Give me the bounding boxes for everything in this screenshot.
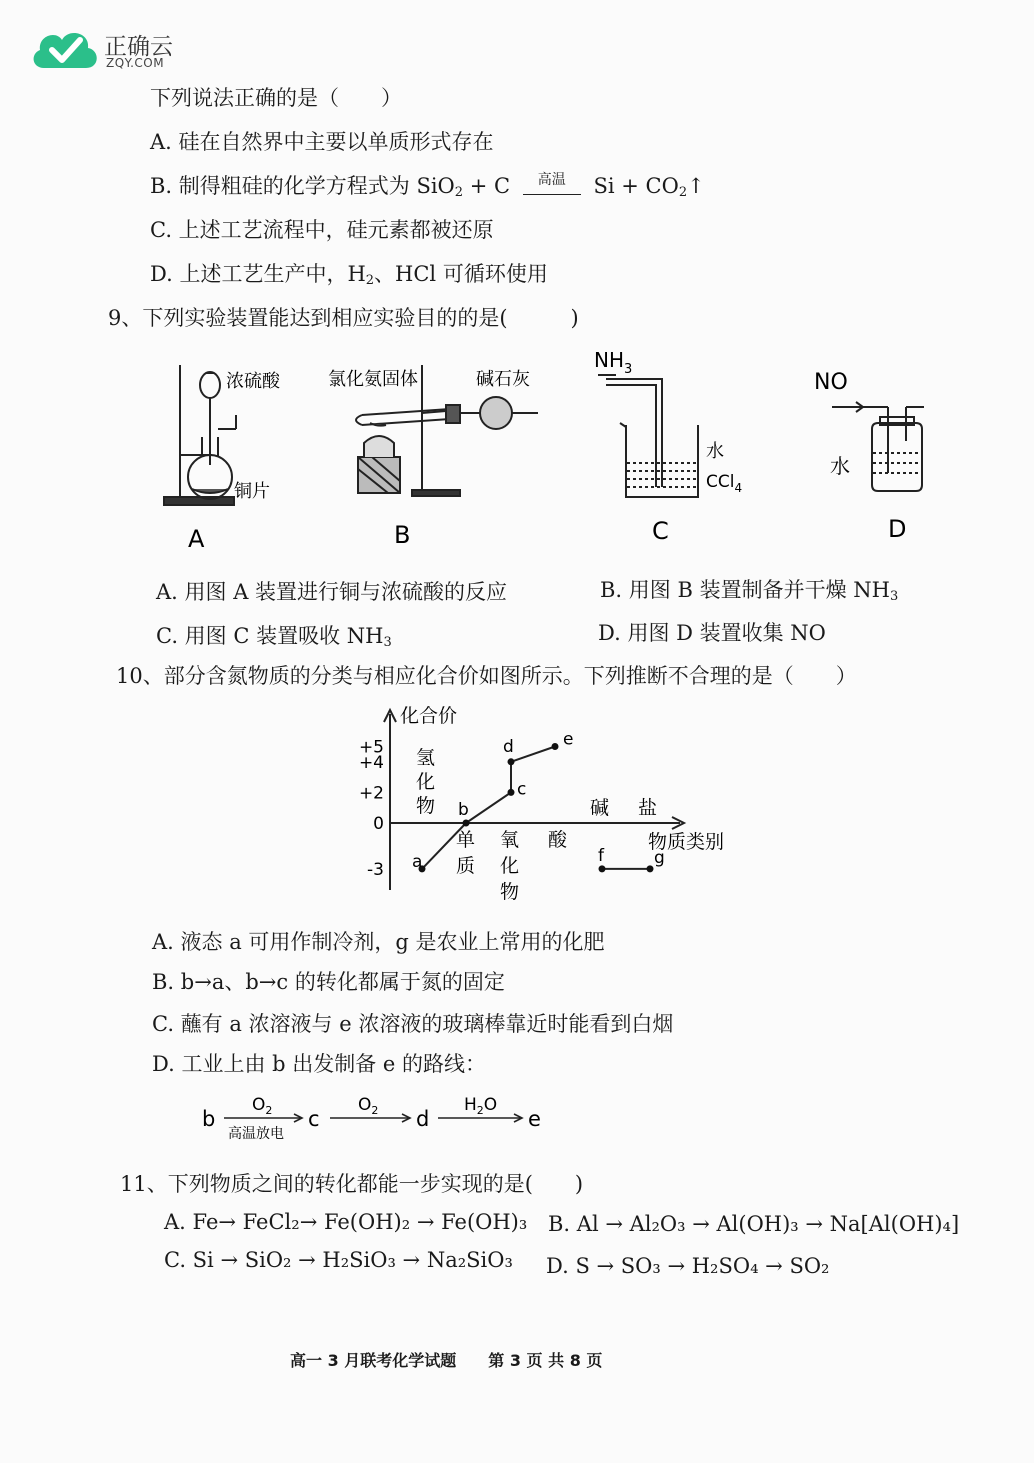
q8-option-a: A. 硅在自然界中主要以单质形式存在 [150, 130, 494, 154]
apparatus-d-water: 水 [830, 454, 850, 478]
point-g [647, 865, 654, 872]
q11-option-b: B. Al → Al₂O₃ → Al(OH)₃ → Na[Al(OH)₄] [548, 1212, 960, 1236]
svg-text:H2O: $H_2O$ [464, 1095, 498, 1117]
apparatus-c-ccl4: CCl$_4$ [706, 472, 743, 495]
apparatus-a-letter: A [188, 525, 205, 553]
q9-stem: 9、下列实验装置能达到相应实验目的的是( ) [108, 306, 579, 330]
apparatus-a-reagent: 浓硫酸 [226, 371, 280, 392]
point-label-b: b [458, 800, 469, 820]
category-acid: 酸 [548, 829, 568, 851]
q9-option-d: D. 用图 D 装置收集 NO [598, 621, 826, 645]
category-hydride: 氢 化 物 [416, 747, 436, 817]
q10-option-c: C. 蘸有 a 浓溶液与 e 浓溶液的玻璃棒靠近时能看到白烟 [152, 1012, 674, 1036]
q10-option-d: D. 工业上由 b 出发制备 e 的路线： [152, 1052, 487, 1076]
q11-option-d: D. S → SO₃ → H₂SO₄ → SO₂ [546, 1254, 830, 1278]
apparatus-d [840, 407, 924, 491]
apparatus-b-letter: B [394, 521, 411, 549]
point-c [508, 789, 515, 796]
q11-option-c: C. Si → SiO₂ → H₂SiO₃ → Na₂SiO₃ [164, 1248, 513, 1272]
q10-option-b: B. b→a、b→c 的转化都属于氮的固定 [152, 970, 505, 994]
y-axis-label: 化合价 [400, 705, 458, 727]
apparatus-b-dryer: 碱石灰 [476, 369, 530, 390]
page-footer: 高一 3 月联考化学试题 第 3 页 共 8 页 [290, 1351, 603, 1370]
brand-domain: ZQY.COM [106, 56, 165, 70]
apparatus-d-gas: NO [814, 370, 848, 395]
svg-text:高温放电: 高温放电 [228, 1126, 284, 1142]
q10-stem: 10、部分含氮物质的分类与相应化合价如图所示。下列推断不合理的是（ ） [116, 664, 857, 688]
svg-text:O2: $O_2$ [358, 1095, 379, 1117]
category-element: 单 质 [456, 829, 476, 877]
point-label-f: f [598, 845, 604, 866]
q9-option-b: B. 用图 B 装置制备并干燥 $NH_3$ [600, 578, 899, 604]
apparatus-c-water: 水 [706, 441, 724, 462]
point-b [463, 820, 470, 827]
svg-text:e: e [528, 1107, 541, 1131]
q8-option-c: C. 上述工艺流程中，硅元素都被还原 [150, 218, 494, 242]
q9-apparatus-figure [150, 345, 940, 555]
link-b-c [466, 792, 511, 823]
category-base: 碱 [590, 797, 610, 819]
apparatus-c-letter: C [652, 517, 669, 545]
y-tick-label: -3 [367, 859, 384, 880]
point-e [552, 743, 559, 750]
point-f [599, 865, 606, 872]
x-axis-label: 物质类别 [648, 831, 725, 853]
apparatus-c [598, 375, 698, 497]
svg-text:O2: $O_2$ [252, 1095, 273, 1117]
q8-option-b: B. 制得粗硅的化学方程式为 SiO$_2$ + C $^{高温}$ $Si + CO_2↑$ [150, 172, 705, 200]
q10-industrial-route [196, 1088, 556, 1144]
link-d-e [511, 747, 555, 762]
point-label-c: c [517, 779, 527, 800]
q8-option-d: D. 上述工艺生产中，$H_2$、HCl 可循环使用 [150, 262, 548, 288]
point-d [508, 758, 515, 765]
reaction-condition: 高温 [517, 174, 587, 198]
q11-stem: 11、下列物质之间的转化都能一步实现的是( ) [120, 1172, 584, 1196]
svg-text:c: c [308, 1107, 320, 1131]
q10-valence-chart [330, 700, 750, 910]
q8-stem: 下列说法正确的是（ ） [150, 86, 402, 110]
y-tick-label: 0 [373, 814, 384, 834]
brand-logo-icon [30, 24, 102, 72]
category-salt: 盐 [638, 797, 658, 819]
q9-option-a: A. 用图 A 装置进行铜与浓硫酸的反应 [156, 580, 508, 604]
svg-text:d: d [416, 1107, 430, 1131]
q11-option-a: A. Fe→ FeCl₂→ Fe(OH)₂ → Fe(OH)₃ [164, 1210, 528, 1234]
category-oxide: 氧 化 物 [500, 829, 520, 903]
point-label-a: a [412, 851, 423, 872]
y-tick-label: +4 [358, 752, 384, 773]
q9-option-c: C. 用图 C 装置吸收 $NH_3$ [156, 624, 392, 650]
svg-text:b: b [202, 1107, 216, 1131]
point-label-e: e [563, 729, 574, 750]
y-tick-label: +5 [358, 737, 384, 758]
apparatus-c-gas: $NH_3$ [594, 348, 633, 377]
q10-option-a: A. 液态 a 可用作制冷剂，g 是农业上常用的化肥 [152, 930, 605, 954]
y-tick-label: +2 [358, 783, 384, 804]
point-label-g: g [654, 847, 665, 868]
apparatus-a-solid: 铜片 [234, 481, 270, 502]
point-label-d: d [503, 736, 514, 757]
brand-name: 正确云 [104, 34, 173, 60]
apparatus-b-reagent: 氯化氨固体 [328, 369, 418, 390]
apparatus-d-letter: D [888, 515, 907, 543]
